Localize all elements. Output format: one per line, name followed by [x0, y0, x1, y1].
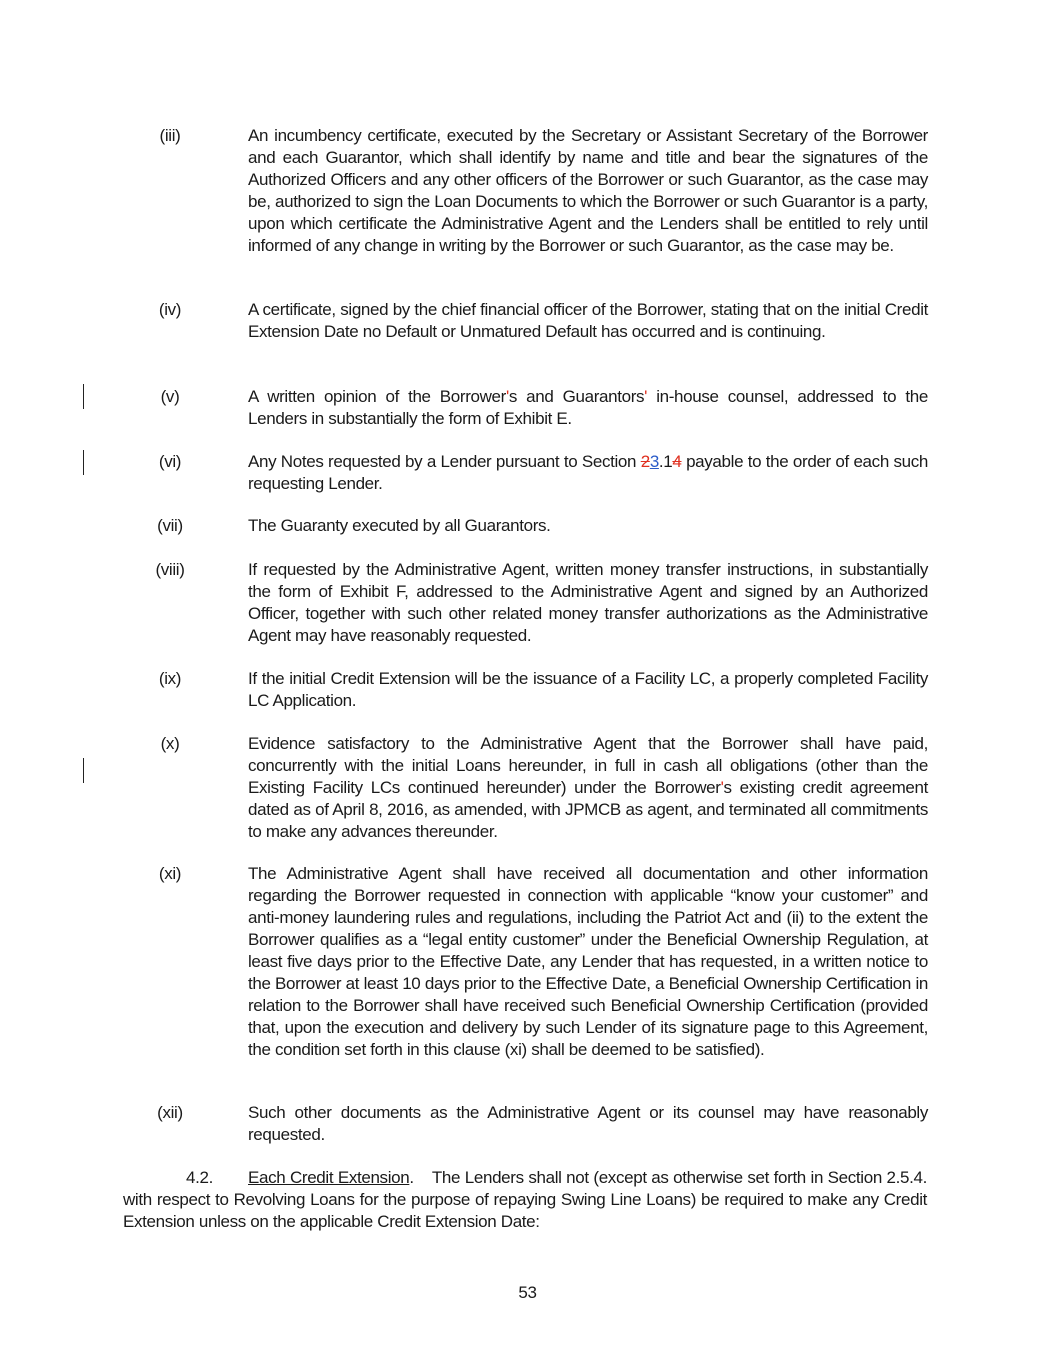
change-bar	[83, 384, 84, 409]
item-text-part: Evidence satisfactory to the Administrative Agent that the Borrower shall have paid, concurrently with the initial Loans hereunder, in full in cash all obligations (other than the Existing Facility LCs continued hereunder) under the Borrower	[248, 734, 928, 797]
section-number: 4.2.	[186, 1168, 213, 1187]
item-number: (vii)	[157, 516, 183, 535]
section-heading-punct: .	[409, 1168, 414, 1187]
item-text: The Administrative Agent shall have received all documentation and other information regarding the Borrower requested in connection with applicable “know your customer” and anti-money laundering rules and regulations, including the Patriot Act and (ii) to the extent the Borrower qualifies as a “legal entity customer” under the Beneficial Ownership Regulation, at least five days prior to the Effective Date, any Lender that has requested, in a written notice to the Borrower at least 10 days prior to the Effective Date, a Beneficial Ownership Certification in relation to the Borrower shall have received such Beneficial Ownership Certification (provided that, upon the execution and delivery by such Lender of its signature page to this Agreement, the condition set forth in this clause (xi) shall be deemed to be satisfied).	[248, 864, 928, 1059]
item-text: An incumbency certificate, executed by the Secretary or Assistant Secretary of the Borrower and each Guarantor, which shall identify by name and title and bear the signatures of the Authorized Officers and any other officers of the Borrower or such Guarantor, as the case may be, authorized to sign the Loan Documents to which the Borrower or such Guarantor is a party, upon which certificate the Administrative Agent and the Lenders shall be entitled to rely until informed of any change in writing by the Borrower or such Guarantor, as the case may be.	[248, 126, 928, 255]
item-number: (xi)	[158, 864, 182, 883]
revision-mark: '	[505, 387, 509, 406]
item-number: (v)	[160, 387, 180, 406]
item-number: (iii)	[159, 126, 181, 145]
item-text-part: payable to the order of each such requesting Lender.	[248, 452, 928, 493]
item-text	[248, 451, 928, 495]
change-bar	[83, 758, 84, 783]
item-text: If the initial Credit Extension will be the issuance of a Facility LC, a properly completed Facility LC Application.	[248, 669, 928, 710]
item-text	[248, 733, 928, 843]
item-text-part: .1	[658, 452, 673, 471]
item-number: (xii)	[157, 1103, 183, 1122]
revision-mark: '	[644, 387, 648, 406]
deleted-text: 2	[640, 452, 650, 471]
section-paragraph	[123, 1167, 927, 1233]
item-number: (viii)	[155, 560, 185, 579]
item-text: Such other documents as the Administrative Agent or its counsel may have reasonably requested.	[248, 1103, 928, 1144]
item-number: (x)	[160, 734, 180, 753]
inserted-text: 3	[649, 452, 659, 471]
revision-mark: '	[720, 778, 724, 797]
deleted-text: 4	[672, 452, 682, 471]
section-heading: Each Credit Extension	[248, 1168, 410, 1187]
item-text-part: s and Guarantors	[508, 387, 645, 406]
page-number: 53	[518, 1283, 537, 1302]
item-text-part: s existing credit agreement dated as of April 8, 2016, as amended, with JPMCB as agent, and terminated all commitments to make any advances thereunder.	[248, 778, 928, 841]
item-number: (vi)	[158, 452, 182, 471]
item-text-part: Any Notes requested by a Lender pursuant to Section	[248, 452, 641, 471]
item-text: A certificate, signed by the chief financial officer of the Borrower, stating that on the initial Credit Extension Date no Default or Unmatured Default has occurred and is continuing.	[248, 300, 928, 341]
item-number: (iv)	[158, 300, 182, 319]
item-number: (ix)	[158, 669, 182, 688]
item-text-part: in-house counsel, addressed to the Lenders in substantially the form of Exhibit E.	[248, 387, 928, 428]
item-text: If requested by the Administrative Agent, written money transfer instructions, in substantially the form of Exhibit F, addressed to the Administrative Agent and signed by an Authorized Officer, together with such other related money transfer authorizations as the Administrative Agent may have reasonably requested.	[248, 560, 928, 645]
section-text: The Lenders shall not (except as otherwise set forth in Section 2.5.4. with respect to Revolving Loans for the purpose of repaying Swing Line Loans) be required to make any Credit Extension unless on the applicable Credit Extension Date:	[123, 1168, 927, 1231]
item-text	[248, 386, 928, 430]
item-text: The Guaranty executed by all Guarantors.	[248, 516, 551, 535]
change-bar	[83, 450, 84, 475]
item-text-part: A written opinion of the Borrower	[248, 387, 506, 406]
